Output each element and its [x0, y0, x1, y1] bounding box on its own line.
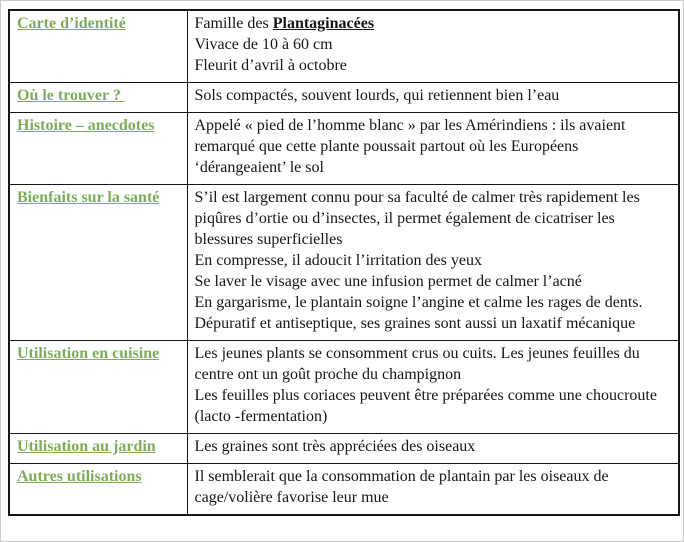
content-paragraph: [195, 436, 672, 457]
table-row: [9, 10, 679, 83]
text-segment: En compresse, il adoucit l’irritation des yeux: [194, 252, 482, 269]
table-row: [9, 113, 679, 185]
row-header-cell: [9, 341, 187, 434]
text-segment: Fleurit d’avril à octobre: [194, 57, 347, 74]
content-paragraph: [195, 250, 672, 271]
row-header-label: Utilisation au jardin: [17, 438, 156, 455]
table-row: [9, 434, 679, 464]
table-row: [9, 464, 679, 516]
content-paragraph: [195, 343, 672, 385]
row-content-cell: [187, 83, 679, 113]
text-segment: Famille des: [194, 15, 273, 32]
family-name-emphasis: Plantaginacées: [272, 15, 375, 32]
content-paragraph: [195, 115, 672, 178]
text-segment: Les jeunes plants se consomment crus ou cuits. Les jeunes feuilles du centre ont un goût proche du champignon: [194, 345, 640, 383]
content-paragraph: [195, 13, 672, 34]
text-segment: Il semblerait que la consommation de plantain par les oiseaux de cage/volière favorise leur mue: [194, 468, 609, 506]
row-header-cell: [9, 464, 187, 516]
row-content-cell: [187, 185, 679, 341]
plant-table-rows: [9, 10, 679, 515]
plant-info-table: [8, 9, 680, 516]
text-segment: S’il est largement connu pour sa faculté de calmer très rapidement les piqûres d’ortie ou d’insectes, il permet également de cicatriser les blessures superficielles: [194, 189, 640, 248]
row-header-label: Carte d’identité: [17, 15, 126, 32]
row-header-label: Bienfaits sur la santé: [17, 189, 160, 206]
row-content-cell: [187, 113, 679, 185]
row-content-cell: [187, 10, 679, 83]
row-header-label: Histoire – anecdotes: [17, 117, 155, 134]
text-segment: Dépuratif et antiseptique, ses graines sont aussi un laxatif mécanique: [194, 315, 636, 332]
text-segment: Se laver le visage avec une infusion permet de calmer l’acné: [194, 273, 582, 290]
row-content-cell: [187, 341, 679, 434]
content-paragraph: [195, 292, 672, 313]
table-row: [9, 341, 679, 434]
text-segment: En gargarisme, le plantain soigne l’angine et calme les rages de dents.: [194, 294, 643, 311]
text-segment: Appelé « pied de l’homme blanc » par les Amérindiens : ils avaient remarqué que cette plante poussait partout où les Européens ‘dérangeaient’ le sol: [194, 117, 626, 176]
row-content-cell: [187, 434, 679, 464]
text-segment: Sols compactés, souvent lourds, qui retiennent bien l’eau: [194, 87, 560, 104]
row-header-cell: [9, 185, 187, 341]
text-segment: Vivace de 10 à 60 cm: [194, 36, 333, 53]
row-header-label: Où le trouver ?: [17, 87, 125, 104]
content-paragraph: [195, 271, 672, 292]
row-header-cell: [9, 113, 187, 185]
row-header-cell: [9, 434, 187, 464]
content-paragraph: [195, 466, 672, 508]
content-paragraph: [195, 313, 672, 334]
content-paragraph: [195, 34, 672, 55]
row-content-cell: [187, 464, 679, 516]
row-header-cell: [9, 10, 187, 83]
text-segment: Les graines sont très appréciées des oiseaux: [194, 438, 476, 455]
content-paragraph: [195, 187, 672, 250]
content-paragraph: [195, 55, 672, 76]
row-header-cell: [9, 83, 187, 113]
table-row: [9, 185, 679, 341]
text-segment: Les feuilles plus coriaces peuvent être préparées comme une choucroute (lacto -fermentation): [194, 387, 657, 425]
content-paragraph: [195, 85, 672, 106]
row-header-label: Utilisation en cuisine: [17, 345, 160, 362]
content-paragraph: [195, 385, 672, 427]
table-row: [9, 83, 679, 113]
row-header-label: Autres utilisations: [17, 468, 142, 485]
